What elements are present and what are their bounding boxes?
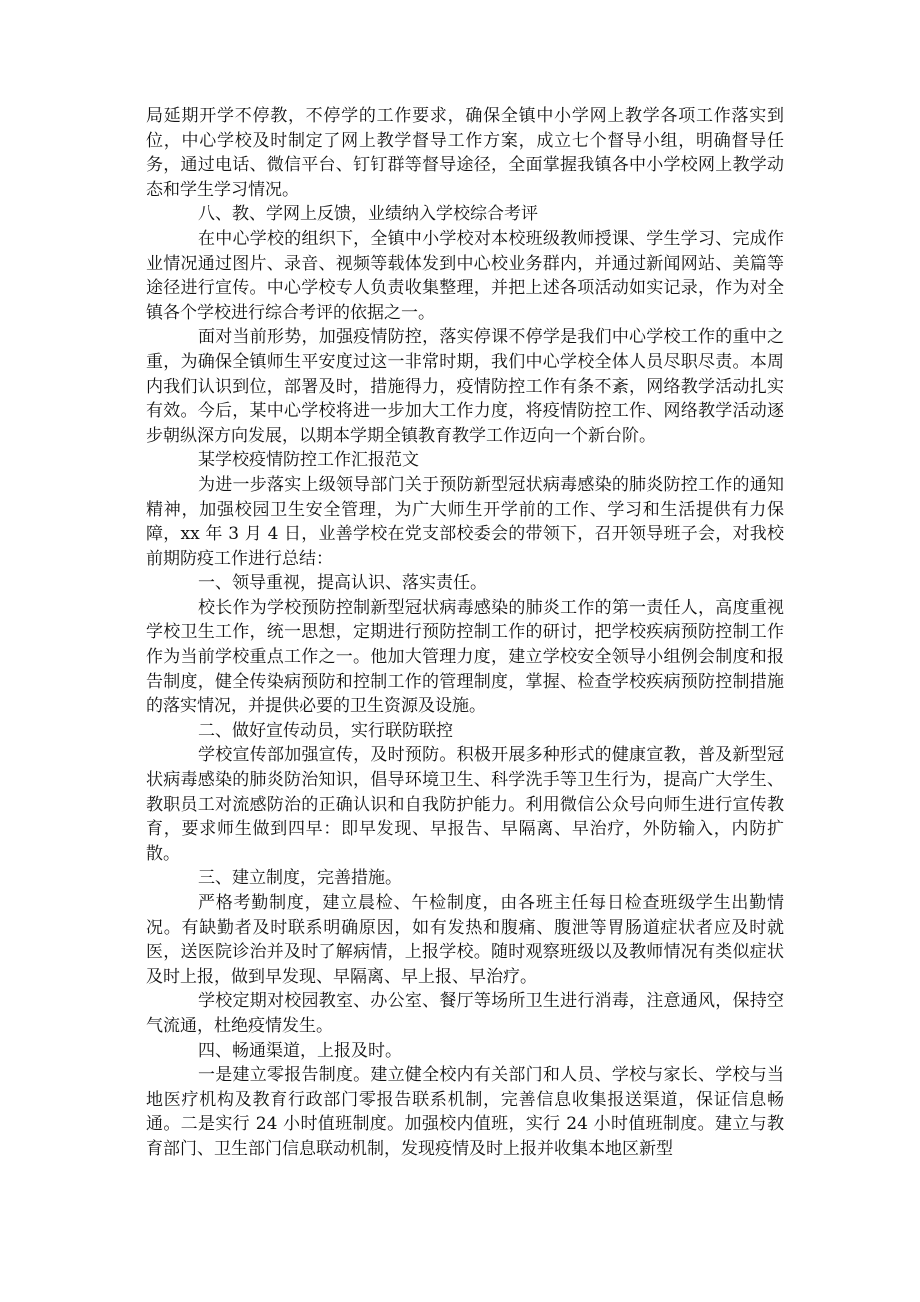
paragraph: 一是建立零报告制度。建立健全校内有关部门和人员、学校与家长、学校与当地医疗机构及教育行政部门零报告联系机制，完善信息收集报送渠道，保证信息畅通。二是实行 24 小时值班制度。加强校内值班，实行 24 小时值班制度。建立与教育部门、卫生部门信息联动机制，发现疫情及时上报并收集本地区新型: [146, 1065, 784, 1159]
document-body: [146, 104, 784, 1162]
paragraph: 校长作为学校预防控制新型冠状病毒感染的肺炎工作的第一责任人，高度重视学校卫生工作，统一思想，定期进行预防控制工作的研讨，把学校疾病预防控制工作作为当前学校重点工作之一。他加大管理力度，建立学校安全领导小组例会制度和报告制度，健全传染病预防和控制工作的管理制度，掌握、检查学校疾病预防控制措施的落实情况，并提供必要的卫生资源及设施。: [146, 597, 784, 717]
paragraph: 严格考勤制度，建立晨检、午检制度，由各班主任每日检查班级学生出勤情况。有缺勤者及时联系明确原因，如有发热和腹痛、腹泄等胃肠道症状者应及时就医，送医院诊治并及时了解病情，上报学校。随时观察班级以及教师情况有类似症状及时上报，做到早发现、早隔离、早上报、早治疗。: [146, 893, 784, 987]
paragraph: 学校宣传部加强宣传，及时预防。积极开展多种形式的健康宣教，普及新型冠状病毒感染的肺炎防治知识，倡导环境卫生、科学洗手等卫生行为，提高广大学生、教职员工对流感防治的正确认识和自我防护能力。利用微信公众号向师生进行宣传教育，要求师生做到四早：即早发现、早报告、早隔离、早治疗，外防输入，内防扩散。: [146, 745, 784, 864]
paragraph-intro: 为进一步落实上级领导部门关于预防新型冠状病毒感染的肺炎防控工作的通知精神，加强校园卫生安全管理，为广大师生开学前的工作、学习和生活提供有力保障，xx 年 3 月 4 日，业善学校在党支部校委会的带领下，召开领导班子会，对我校前期防疫工作进行总结：: [146, 474, 784, 569]
document-subtitle: 某学校疫情防控工作汇报范文: [198, 450, 419, 471]
paragraph: 学校定期对校园教室、办公室、餐厅等场所卫生进行消毒，注意通风，保持空气流通，杜绝疫情发生。: [146, 991, 784, 1036]
paragraph: 在中心学校的组织下，全镇中小学校对本校班级教师授课、学生学习、完成作业情况通过图片、录音、视频等载体发到中心校业务群内，并通过新闻网站、美篇等途径进行宣传。中心学校专人负责收集整理，并把上述各项活动如实记录，作为对全镇各个学校进行综合考评的依据之一。: [146, 228, 784, 323]
section-heading-four: 四、畅通渠道，上报及时。: [198, 1040, 402, 1061]
paragraph-continuation: 局延期开学不停教，不停学的工作要求，确保全镇中小学网上教学各项工作落实到位，中心学校及时制定了网上教学督导工作方案，成立七个督导小组，明确督导任务，通过电话、微信平台、钉钉群等督导途径，全面掌握我镇各中小学校网上教学动态和学生学习情况。: [146, 106, 784, 200]
section-heading-two: 二、做好宣传动员，实行联防联控: [198, 720, 453, 741]
section-heading-three: 三、建立制度，完善措施。: [198, 868, 402, 889]
section-heading-eight: 八、教、学网上反馈，业绩纳入学校综合考评: [198, 204, 538, 225]
paragraph-summary: 面对当前形势，加强疫情防控，落实停课不停学是我们中心学校工作的重中之重，为确保全镇师生平安度过这一非常时期，我们中心学校全体人员尽职尽责。本周内我们认识到位，部署及时，措施得力，疫情防控工作有条不紊，网络教学活动扎实有效。今后，某中心学校将进一步加大工作力度，将疫情防控工作、网络教学活动逐步朝纵深方向发展，以期本学期全镇教育教学工作迈向一个新台阶。: [146, 327, 784, 446]
section-heading-one: 一、领导重视，提高认识、落实责任。: [198, 573, 487, 594]
